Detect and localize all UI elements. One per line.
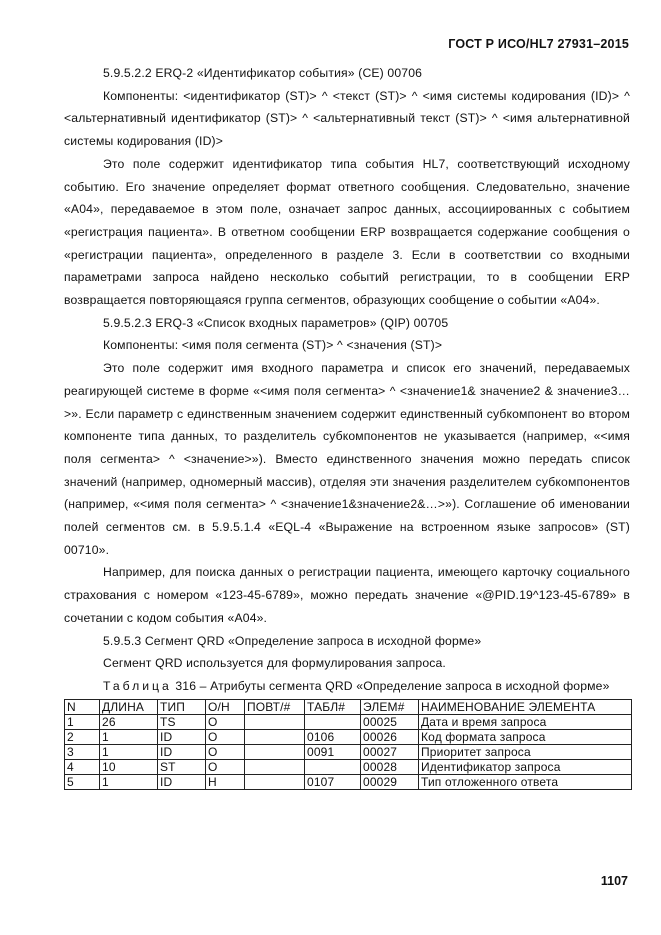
header-cell: НАИМЕНОВАНИЕ ЭЛЕМЕНТА	[419, 699, 632, 714]
table-header-row	[65, 699, 632, 714]
table-cell: 00025	[361, 714, 419, 729]
table-cell	[245, 744, 305, 759]
table-caption-text: 316 – Атрибуты сегмента QRD «Определение запроса в исходной форме»	[171, 678, 610, 693]
attributes-table	[64, 699, 632, 790]
page-number: 1107	[600, 874, 628, 888]
table-cell	[245, 774, 305, 789]
section-heading-erq2: 5.9.5.2.2 ERQ-2 «Идентификатор события» (CE) 00706	[103, 66, 423, 80]
table-row	[65, 774, 632, 789]
table-cell: 3	[65, 744, 100, 759]
table-cell: 0106	[305, 729, 361, 744]
table-cell: 00028	[361, 759, 419, 774]
header-cell: ЭЛЕМ#	[361, 699, 419, 714]
table-row	[65, 714, 632, 729]
table-cell: 4	[65, 759, 100, 774]
header-cell: О/Н	[206, 699, 245, 714]
table-cell: Приоритет запроса	[419, 744, 632, 759]
table-row	[65, 759, 632, 774]
table-cell: 2	[65, 729, 100, 744]
paragraph-qrd-usage: Сегмент QRD используется для формулирования запроса.	[103, 656, 446, 671]
section-heading-erq3: 5.9.5.2.3 ERQ-3 «Список входных параметров» (QIP) 00705	[103, 315, 449, 330]
paragraph-erq3-description: Это поле содержит имя входного параметра и список его значений, передаваемых реагирующей системе в форме «<имя поля сегмента> ^ <значение1& значение2 & значение3…>». Если параметр с единственным значением содержит единственный субкомпонент во втором компоненте типа данных, то разделитель субкомпонентов не указывается (например, «<имя поля сегмента> ^ <значение>»). Вместо единственного значения можно передать список значений (например, одномерный массив), отделяя эти значения разделителем субкомпонентов (например, «<имя поля сегмента> ^ <значение1&значение2&…>»). Соглашение об именовании полей сегментов см. в 5.9.5.1.4 «EQL-4 «Выражение на встроенном языке запросов» (ST) 00710».	[64, 361, 630, 557]
table-cell: ID	[158, 729, 206, 744]
table-caption	[64, 675, 630, 698]
table-cell: 00027	[361, 744, 419, 759]
table-cell	[305, 759, 361, 774]
table-cell: О	[206, 759, 245, 774]
header-cell: N	[65, 699, 100, 714]
table-cell: Код формата запроса	[419, 729, 632, 744]
table-cell	[305, 714, 361, 729]
table-cell: ST	[158, 759, 206, 774]
table-cell: 00029	[361, 774, 419, 789]
section-heading-qrd: 5.9.5.3 Сегмент QRD «Определение запроса в исходной форме»	[103, 633, 482, 648]
table-cell: О	[206, 744, 245, 759]
table-cell: Н	[206, 774, 245, 789]
paragraph-erq2-description: Это поле содержит идентификатор типа события HL7, соответствующий исходному событию. Его значение определяет формат ответного сообщения. Следовательно, значение «A04», передаваемое в этом поле, означает запрос данных, ассоциированных с событием «регистрация пациента». В ответном сообщении ERP возвращается содержание сообщения о «регистрации пациента», определенного в разделе 3. Если в соответствии со входными параметрами запроса найдено несколько событий регистрации, то в сообщении ERP возвращается повторяющаяся группа сегментов, образующих сообщение о событии «A04».	[64, 156, 630, 308]
table-cell: 1	[100, 744, 158, 759]
table-cell: 1	[100, 729, 158, 744]
table-cell	[245, 714, 305, 729]
table-cell: ID	[158, 744, 206, 759]
table-cell: 1	[65, 714, 100, 729]
table-cell: ID	[158, 774, 206, 789]
table-cell: 0107	[305, 774, 361, 789]
header-cell: ДЛИНА	[100, 699, 158, 714]
header-cell: ПОВТ/#	[245, 699, 305, 714]
table-cell: 5	[65, 774, 100, 789]
paragraph-erq3-components: Компоненты: <имя поля сегмента (ST)> ^ <значения (ST)>	[103, 338, 443, 353]
table-cell: 0091	[305, 744, 361, 759]
table-cell: О	[206, 714, 245, 729]
table-row	[65, 729, 632, 744]
table-cell: О	[206, 729, 245, 744]
document-body	[64, 62, 630, 790]
header-cell: ТАБЛ#	[305, 699, 361, 714]
paragraph-erq2-components: Компоненты: <идентификатор (ST)> ^ <текст (ST)> ^ <имя системы кодирования (ID)> ^ <альтернативный идентификатор (ST)> ^ <альтернативный текст (ST)> ^ <имя альтернативной системы кодирования (ID)>	[64, 88, 630, 149]
header-cell: ТИП	[158, 699, 206, 714]
table-caption-word: Таблица	[103, 678, 172, 693]
table-cell	[245, 729, 305, 744]
table-row	[65, 744, 632, 759]
table-cell: TS	[158, 714, 206, 729]
document-header: ГОСТ Р ИСО/HL7 27931–2015	[448, 37, 629, 51]
table-cell: 26	[100, 714, 158, 729]
paragraph-example: Например, для поиска данных о регистрации пациента, имеющего карточку социального страхования с номером «123-45-6789», можно передать значение «@PID.19^123-45-6789» в сочетании с кодом события «A04».	[64, 565, 630, 625]
table-cell: Тип отложенного ответа	[419, 774, 632, 789]
table-cell: 1	[100, 774, 158, 789]
table-cell: Дата и время запроса	[419, 714, 632, 729]
table-cell: 00026	[361, 729, 419, 744]
table-cell: Идентификатор запроса	[419, 759, 632, 774]
table-cell	[245, 759, 305, 774]
table-cell: 10	[100, 759, 158, 774]
